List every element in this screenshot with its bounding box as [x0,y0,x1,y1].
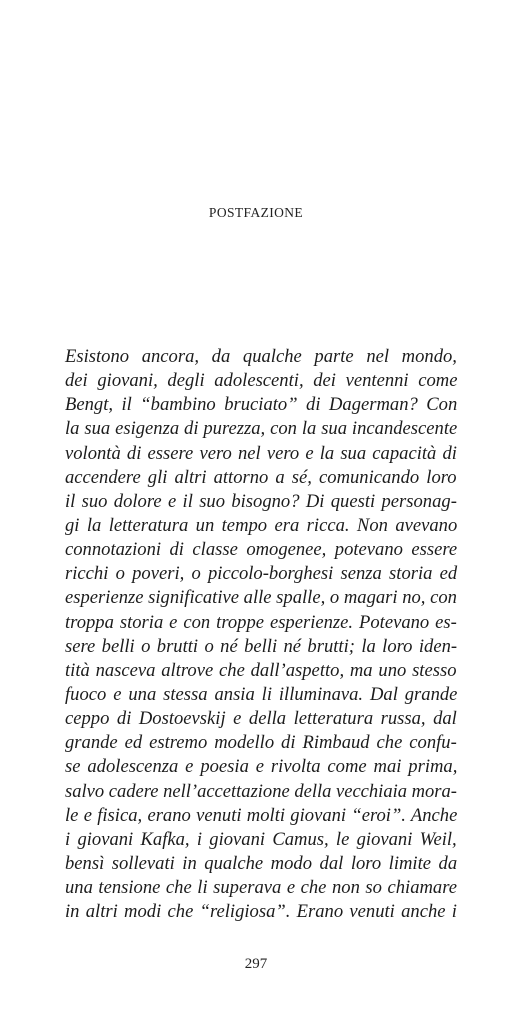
text-line: se adolescenza e poesia e rivolta come mai prima, [65,756,458,778]
body-paragraph [65,345,457,924]
section-heading: POSTFAZIONE [208,205,304,220]
text-line: volontà di essere vero nel vero e la sua capacità di [65,442,457,464]
text-line: il suo dolore e il suo bisogno? Di questi personag- [65,490,457,512]
page-number: 297 [244,956,268,972]
text-line: fuoco e una stessa ansia li illuminava. Dal grande [65,683,458,705]
text-line: gi la letteratura un tempo era ricca. Non avevano [65,514,458,536]
text-line: i giovani Kafka, i giovani Camus, le giovani Weil, [65,828,457,850]
text-line: una tensione che li superava e che non so chiamare [65,877,458,899]
text-line: ceppo di Dostoevskij e della letteratura russa, dal [65,708,457,730]
text-line: Esistono ancora, da qualche parte nel mondo, [65,346,457,367]
text-line: troppa storia e con troppe esperienze. Potevano es- [65,611,457,633]
text-line: in altri modi che “religiosa”. Erano venuti anche i [65,901,457,923]
text-line: sere belli o brutti o né belli né brutti; la loro iden- [65,635,458,657]
text-line: tità nasceva altrove che dall’aspetto, ma uno stesso [65,659,457,681]
text-line: dei giovani, degli adolescenti, dei ventenni come [65,370,458,392]
text-line: bensì sollevati in qualche modo dal loro limite da [65,852,458,874]
text-line: grande ed estremo modello di Rimbaud che confu- [65,732,457,754]
text-line: salvo cadere nell’accettazione della vecchiaia mora- [65,780,457,802]
text-line: le e fisica, erano venuti molti giovani “eroi”. Anche [65,804,458,826]
text-line: accendere gli altri attorno a sé, comunicando loro [65,466,457,488]
text-line: ricchi o poveri, o piccolo-borghesi senza storia ed [65,563,458,585]
text-line: Bengt, il “bambino bruciato” di Dagerman? Con [65,394,458,416]
text-line: esperienze significative alle spalle, o magari no, con [65,587,457,609]
text-line: connotazioni di classe omogenee, potevano essere [65,539,458,561]
text-line: la sua esigenza di purezza, con la sua incandescente [65,418,458,440]
